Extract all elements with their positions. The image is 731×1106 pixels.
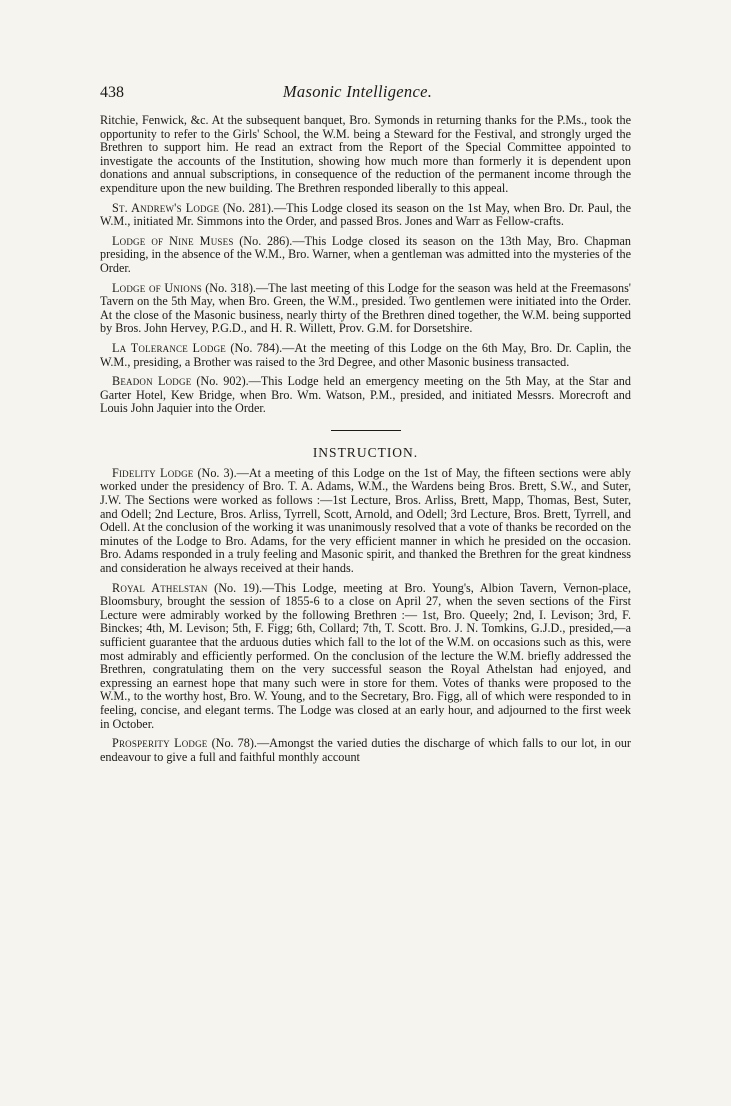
instruction-heading: INSTRUCTION. bbox=[312, 444, 419, 460]
lodge-report: (No. 3).—At a meeting of this Lodge on the 1st of May, the fifteen sections were ably worked under the presidency of Bro. T. A. Adams, W.M., the Wardens being Bros. Brett, S.W., and Suter, J.W. The Sections were worked as follows :—1st Lecture, Bros. Arliss, Brett, Mapp, Thomas, Best, Suter, and Odell; 2nd Lecture, Bros. Arliss, Tyrrell, Scott, Arnold, and Odell; 3rd Lecture, Bros. Brett, Tyrrell, and Odell. At the conclusion of the working it was unanimously resolved that a vote of thanks be recorded on the minutes of the Lodge to Bro. Adams, for the very efficient manner in which he presided on the occasion. Bro. Adams responded in a truly feeling and Masonic spirit, and thanked the Brethren for the great kindness and consideration he always received at their hands. bbox=[100, 465, 631, 576]
lodge-name: Fidelity Lodge bbox=[112, 465, 194, 480]
lodge-entry-st-andrews bbox=[100, 202, 631, 229]
section-divider bbox=[331, 430, 401, 431]
instruction-entry-prosperity bbox=[100, 737, 631, 764]
lodge-report: (No. 784).—At the meeting of this Lodge on the 6th May, Bro. Dr. Caplin, the W.M., presiding, a Brother was raised to the 3rd Degree, and other Masonic business transacted. bbox=[100, 340, 631, 369]
lodge-report: (No. 318).—The last meeting of this Lodge for the season was held at the Freemasons' Tavern on the 5th May, when Bro. Green, the W.M., presided. Two gentlemen were initiated into the Order. At the close of the Masonic business, nearly thirty of the Brethren dined together, the W.M. being supported by Bros. John Hervey, P.G.D., and H. R. Willett, Prov. G.M. for Dorsetshire. bbox=[100, 280, 632, 336]
lodge-name: Royal Athelstan bbox=[112, 580, 208, 595]
lodge-entry-nine-muses bbox=[100, 235, 631, 276]
lodge-name: La Tolerance Lodge bbox=[112, 340, 226, 355]
lodge-name: Lodge of Unions bbox=[112, 280, 202, 295]
lodge-name: St. Andrew's Lodge bbox=[112, 200, 220, 215]
lodge-report: (No. 78).—Amongst the varied duties the discharge of which falls to our lot, in our endeavour to give a full and faithful monthly account bbox=[100, 736, 631, 764]
lodge-name: Lodge of Nine Muses bbox=[112, 233, 234, 248]
running-title: Masonic Intelligence. bbox=[282, 82, 433, 101]
lodge-report: (No. 286).—This Lodge closed its season on the 13th May, Bro. Chapman presiding, in the absence of the W.M., Bro. Warner, when a gentleman was admitted into the mysteries of the Order. bbox=[100, 233, 631, 275]
instruction-entry-royal-athelstan bbox=[100, 582, 631, 732]
lodge-entry-unions bbox=[100, 282, 631, 336]
instruction-entry-fidelity bbox=[100, 467, 631, 576]
lodge-report: (No. 19).—This Lodge, meeting at Bro. Young's, Albion Tavern, Vernon-place, Bloomsbury, brought the session of 1855-6 to a close on April 27, when the seven sections of the First Lecture were admirably worked by the following Brethren :— 1st, Bro. Queely; 2nd, I. Levison; 3rd, F. Binckes; 4th, M. Levison; 5th, F. Figg; 6th, Collard; 7th, T. Scott. Bro. J. N. Tomkins, G.J.D., presided,—a sufficient guarantee that the arduous duties which fall to the lot of the W.M. on occasions such as this, were most admirably and efficiently performed. On the conclusion of the lecture the W.M. briefly addressed the Brethren, congratulating them on the very successful season the Royal Athelstan had enjoyed, and expressing an earnest hope that many such were in store for them. Votes of thanks were proposed to the W.M., to the worthy host, Bro. W. Young, and to the Secretary, Bro. Figg, all of which were responded to in feeling, concise, and elegant terms. The Lodge was closed at an early hour, and adjourned to the first week in October. bbox=[100, 580, 631, 731]
lodge-entry-beadon bbox=[100, 375, 631, 416]
page-number: 438 bbox=[100, 84, 124, 101]
lodge-report: (No. 902).—This Lodge held an emergency meeting on the 5th May, at the Star and Garter Hotel, Kew Bridge, when Bro. Wm. Watson, P.M., presided, and initiated Messrs. Morecroft and Louis John Jaquier into the Order. bbox=[100, 374, 631, 416]
lodge-report: (No. 281).—This Lodge closed its season on the 1st May, when Bro. Dr. Paul, the W.M., initiated Mr. Simmons into the Order, and passed Bros. Jones and Warr as Fellow-crafts. bbox=[100, 200, 631, 229]
intro-paragraph: Ritchie, Fenwick, &c. At the subsequent banquet, Bro. Symonds in returning thanks for the P.Ms., took the opportunity to refer to the Girls' School, the W.M. being a Steward for the Festival, and strongly urged the Brethren to support him. He read an extract from the Report of the Special Committee appointed to investigate the accounts of the Institution, showing how much more than formerly it is dependent upon donations and annual subscriptions, in consequence of the reduction of the permanent income through the expenditure upon the new building. The Brethren responded liberally to this appeal. bbox=[100, 113, 631, 195]
lodge-name: Prosperity Lodge bbox=[112, 736, 208, 751]
lodge-entry-la-tolerance bbox=[100, 342, 631, 369]
running-head bbox=[100, 82, 631, 102]
lodge-name: Beadon Lodge bbox=[112, 374, 192, 389]
